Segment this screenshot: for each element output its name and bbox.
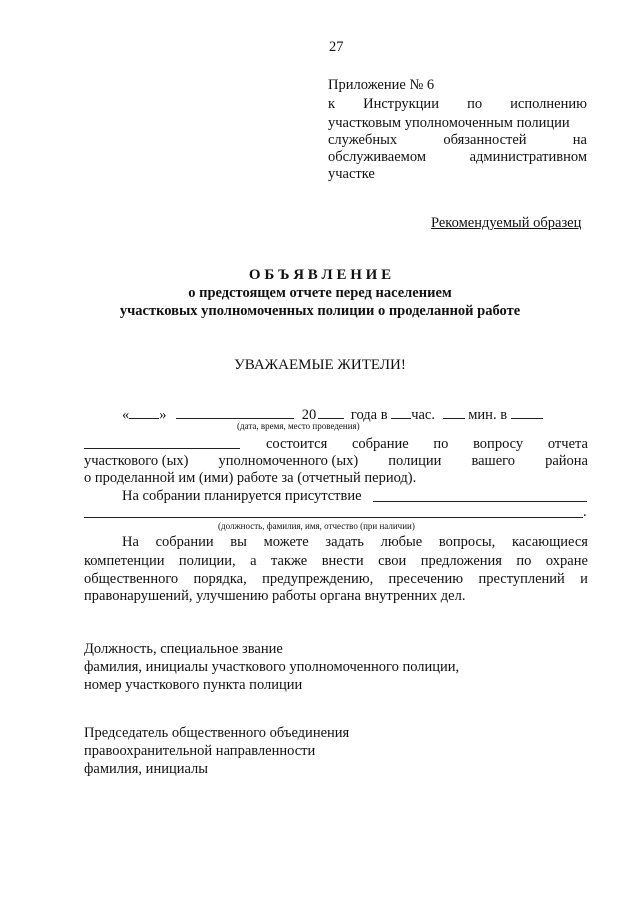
appendix-word: к bbox=[328, 96, 336, 112]
announcement-title: О Б Ъ Я В Л Е Н И Е bbox=[248, 267, 392, 283]
paragraph-word: любые bbox=[380, 534, 423, 550]
form-word: вопросу bbox=[473, 436, 524, 452]
close-quote: » bbox=[159, 407, 167, 423]
paragraph-word: пресечению bbox=[388, 571, 464, 587]
paragraph-line-2 bbox=[84, 552, 588, 571]
appendix-line-1 bbox=[328, 95, 587, 114]
signature1-line-3: номер участкового пункта полиции bbox=[84, 677, 303, 693]
sample-label: Рекомендуемый образец bbox=[431, 215, 582, 231]
appendix-line-2: участковым уполномоченным полиции bbox=[328, 115, 570, 131]
paragraph-line-1 bbox=[122, 533, 588, 552]
form-word: отчета bbox=[547, 436, 588, 452]
greeting: УВАЖАЕМЫЕ ЖИТЕЛИ! bbox=[234, 357, 406, 373]
paragraph-word: порядка, bbox=[193, 571, 247, 587]
minute-word: мин. в bbox=[468, 407, 508, 423]
attendee-field-2[interactable] bbox=[84, 517, 583, 518]
signature1-line-1: Должность, специальное звание bbox=[84, 641, 283, 657]
appendix-line-5: участке bbox=[328, 166, 375, 182]
form-word: района bbox=[545, 453, 588, 469]
appendix-word: обслуживаемом bbox=[328, 149, 426, 165]
form-word: вашего bbox=[471, 453, 515, 469]
paragraph-word: и bbox=[580, 571, 588, 587]
year-field[interactable] bbox=[318, 405, 344, 419]
form-word: участкового (ых) bbox=[84, 453, 189, 469]
paragraph-word: преступлений bbox=[478, 571, 565, 587]
appendix-word: служебных bbox=[328, 132, 398, 148]
year-prefix: 20 bbox=[301, 407, 317, 423]
appendix-word: по bbox=[467, 96, 483, 112]
form-word: полиции bbox=[388, 453, 442, 469]
paragraph-word: общественного bbox=[84, 571, 179, 587]
appendix-word: административном bbox=[469, 149, 587, 165]
heading-line-1: о предстоящем отчете перед населением bbox=[188, 285, 452, 301]
paragraph-word: по bbox=[516, 553, 532, 569]
paragraph-word: задать bbox=[325, 534, 364, 550]
appendix-word: обязанностей bbox=[443, 132, 527, 148]
form-line-4: о проделанной им (ими) работе за (отчетный период). bbox=[84, 470, 417, 486]
paragraph-word: На bbox=[122, 534, 139, 550]
paragraph-word: также bbox=[270, 553, 308, 569]
place-field-2[interactable] bbox=[84, 448, 240, 449]
paragraph-word: компетенции bbox=[84, 553, 165, 569]
paragraph-word: вопросы, bbox=[438, 534, 496, 550]
signature2-line-2: правоохранительной направленности bbox=[84, 743, 316, 759]
attendee-field[interactable] bbox=[373, 501, 587, 502]
paragraph-word: охране bbox=[545, 553, 588, 569]
form-line-5: На собрании планируется присутствие bbox=[122, 488, 362, 504]
appendix-word: исполнению bbox=[510, 96, 587, 112]
paragraph-word: собрании bbox=[155, 534, 214, 550]
paragraph-line-4: правонарушений, улучшению работы органа внутренних дел. bbox=[84, 588, 466, 604]
form-word: по bbox=[433, 436, 449, 452]
month-field[interactable] bbox=[176, 405, 294, 419]
place-field[interactable] bbox=[511, 405, 543, 419]
form-word: уполномоченного (ых) bbox=[218, 453, 359, 469]
hour-word: час. bbox=[411, 407, 435, 423]
appendix-word: Инструкции bbox=[363, 96, 439, 112]
open-quote: « bbox=[122, 407, 130, 423]
paragraph-word: предупреждению, bbox=[262, 571, 374, 587]
page-number: 27 bbox=[329, 39, 344, 55]
paragraph-word: полиции, bbox=[178, 553, 236, 569]
appendix-word: на bbox=[572, 132, 587, 148]
appendix-title: Приложение № 6 bbox=[328, 77, 435, 93]
attendee-caption: (должность, фамилия, имя, отчество (при наличии) bbox=[218, 521, 415, 531]
form-word: состоится bbox=[266, 436, 328, 452]
paragraph-word: а bbox=[250, 553, 257, 569]
paragraph-word: можете bbox=[263, 534, 309, 550]
paragraph-word: касающиеся bbox=[511, 534, 588, 550]
heading-line-2: участковых уполномоченных полиции о проделанной работе bbox=[119, 303, 521, 319]
year-word: года в bbox=[350, 407, 388, 423]
period: . bbox=[583, 504, 587, 520]
minute-field[interactable] bbox=[443, 405, 465, 419]
date-caption: (дата, время, место проведения) bbox=[237, 421, 360, 431]
hour-field[interactable] bbox=[391, 405, 411, 419]
paragraph-word: свои bbox=[378, 553, 407, 569]
day-field[interactable] bbox=[129, 405, 159, 419]
paragraph-word: внести bbox=[321, 553, 364, 569]
signature1-line-2: фамилия, инициалы участкового уполномоченного полиции, bbox=[84, 659, 460, 675]
paragraph-word: вы bbox=[230, 534, 247, 550]
form-word: собрание bbox=[351, 436, 409, 452]
signature2-line-3: фамилия, инициалы bbox=[84, 761, 209, 777]
paragraph-word: предложения bbox=[420, 553, 502, 569]
signature2-line-1: Председатель общественного объединения bbox=[84, 725, 350, 741]
